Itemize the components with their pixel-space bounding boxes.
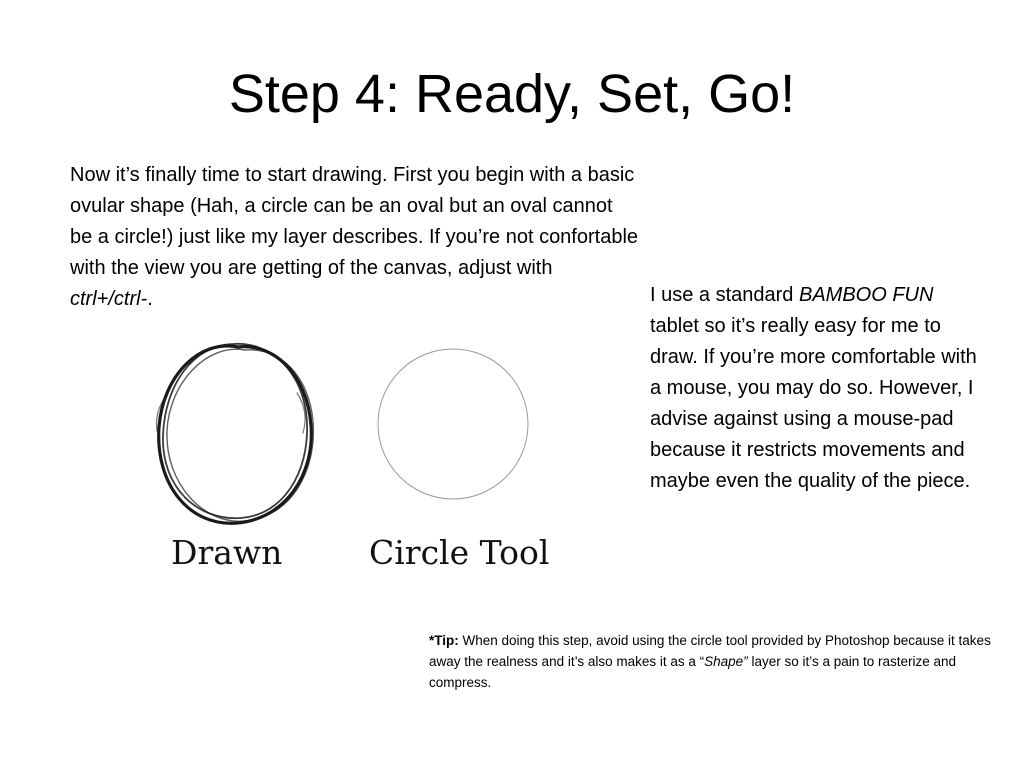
body-text: Now it’s finally time to start drawing. First you begin with a basic ovular shape (Hah, a circle can be an oval but an oval cannot be a circle!) just like my layer describes. If you’re not confortable with the view you are getting of the canvas, adjust with xyxy=(70,164,639,279)
label-circle-tool: Circle Tool xyxy=(369,533,550,572)
tip-paragraph xyxy=(429,630,999,693)
tip-end: layer so it’s a pain to rasterize and compress. xyxy=(429,654,957,690)
brand-name: BAMBOO FUN xyxy=(798,284,934,306)
shape-word: Shape” xyxy=(704,654,748,669)
side-note-prefix: I use a standard xyxy=(650,284,799,306)
label-drawn: Drawn xyxy=(171,533,283,572)
circle-tool-circle xyxy=(378,349,528,499)
hand-drawn-circle xyxy=(156,344,313,523)
side-note-text: tablet so it’s really easy for me to draw. If you’re more comfortable with a mouse, you may do so. However, I advise against using a mouse-pad because it restricts movements and maybe even the quality of the piece. xyxy=(650,315,977,492)
tip-text: When doing this step, avoid using the circle tool provided by Photoshop because it takes away the realness and it’s also makes it as a “ xyxy=(429,633,991,669)
circle-drawings xyxy=(145,335,555,535)
body-end: . xyxy=(147,288,153,310)
body-paragraph xyxy=(70,160,640,315)
slide-title: Step 4: Ready, Set, Go! xyxy=(228,64,796,124)
shortcut-text: ctrl+/ctrl- xyxy=(70,288,148,310)
circle-comparison-figure xyxy=(145,335,555,585)
side-note xyxy=(650,280,980,497)
tip-label: *Tip: xyxy=(429,633,459,648)
